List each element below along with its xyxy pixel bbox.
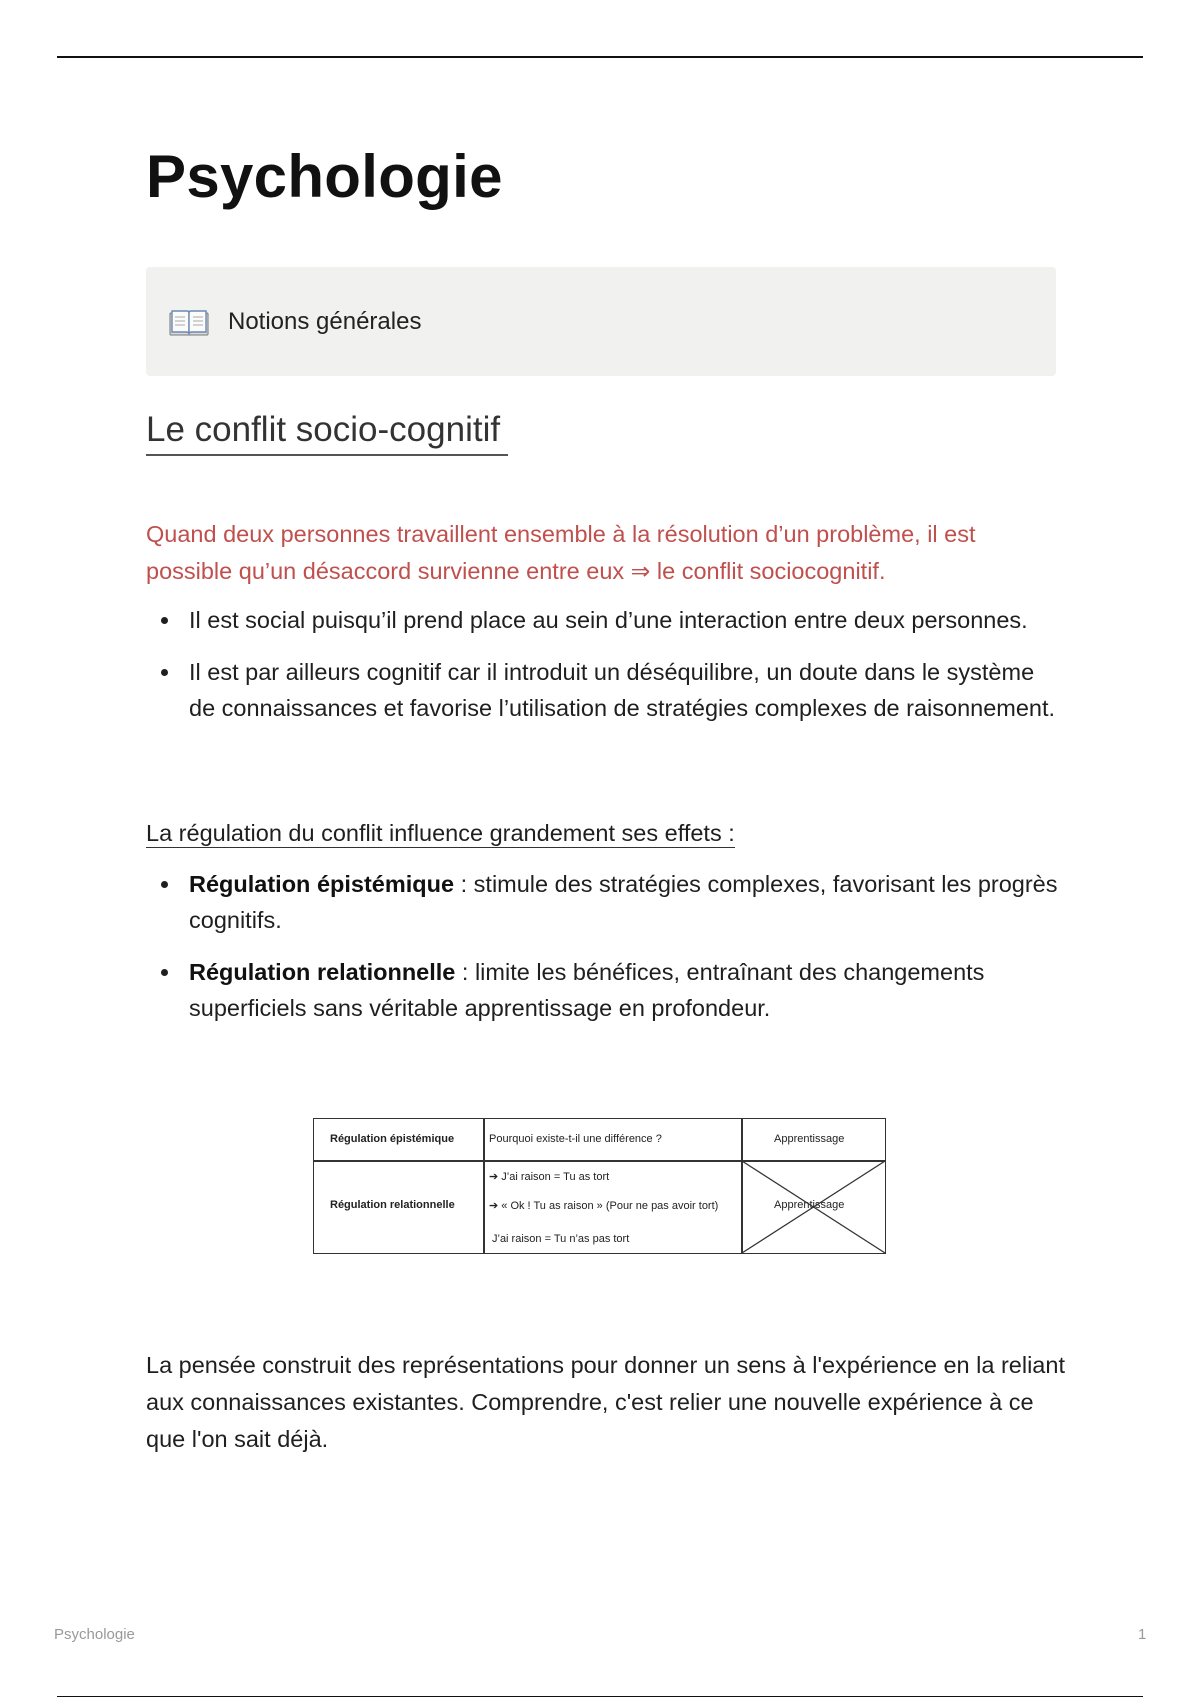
figure-row2-outcome: Apprentissage xyxy=(774,1199,845,1211)
bottom-rule xyxy=(57,1696,1143,1697)
figure-row1-question: Pourquoi existe-t-il une différence ? xyxy=(489,1133,662,1145)
figure-row2-label: Régulation relationnelle xyxy=(330,1199,455,1211)
page-title: Psychologie xyxy=(146,143,503,210)
footer-doc-name: Psychologie xyxy=(54,1626,135,1643)
list-item xyxy=(146,866,1066,938)
closing-paragraph: La pensée construit des représentations pour donner un sens à l'expérience en la reliant aux connaissances existantes. Comprendre, c'est relier une nouvelle expérience à ce que l'on sait déjà. xyxy=(146,1352,1065,1452)
intro-highlight-paragraph: Quand deux personnes travaillent ensemble à la résolution d’un problème, il est possible qu’un désaccord survienne entre eux ⇒ le conflit sociocognitif. xyxy=(146,521,976,584)
regulation-types-list xyxy=(146,866,1066,1042)
footer-page-number: 1 xyxy=(1138,1626,1147,1643)
regulation-subheading: La régulation du conflit influence grandement ses effets : xyxy=(146,820,735,846)
section-heading: Le conflit socio-cognitif xyxy=(146,410,508,456)
conflict-characteristics-list xyxy=(146,602,1066,742)
regulation-comparison-figure xyxy=(313,1118,886,1254)
list-item: Il est social puisqu’il prend place au sein d’une interaction entre deux personnes. xyxy=(146,602,1066,638)
figure-row1-outcome: Apprentissage xyxy=(774,1133,845,1145)
term-label: Régulation relationnelle xyxy=(189,959,456,985)
figure-row2-line2: ➔ « Ok ! Tu as raison » (Pour ne pas avoir tort) xyxy=(489,1200,719,1212)
figure-row2-line3: J’ai raison = Tu n’as pas tort xyxy=(492,1233,630,1245)
crossed-out-mark xyxy=(742,1161,885,1253)
top-rule xyxy=(57,56,1143,58)
open-book-icon xyxy=(168,307,210,337)
figure-divider xyxy=(483,1119,485,1253)
list-item xyxy=(146,954,1066,1026)
figure-row1-label: Régulation épistémique xyxy=(330,1133,455,1145)
list-item: Il est par ailleurs cognitif car il introduit un déséquilibre, un doute dans le système de connaissances et favorise l’utilisation de stratégies complexes de raisonnement. xyxy=(146,654,1066,726)
term-label: Régulation épistémique xyxy=(189,871,455,897)
callout-label: Notions générales xyxy=(228,307,422,335)
term-definition: : stimule des stratégies complexes, favorisant les progrès cognitifs. xyxy=(189,871,1058,933)
callout-notions-generales xyxy=(146,267,1056,376)
term-definition: : limite les bénéfices, entraînant des changements superficiels sans véritable apprentissage en profondeur. xyxy=(189,959,985,1021)
figure-row2-line1: ➔ J’ai raison = Tu as tort xyxy=(489,1171,610,1183)
